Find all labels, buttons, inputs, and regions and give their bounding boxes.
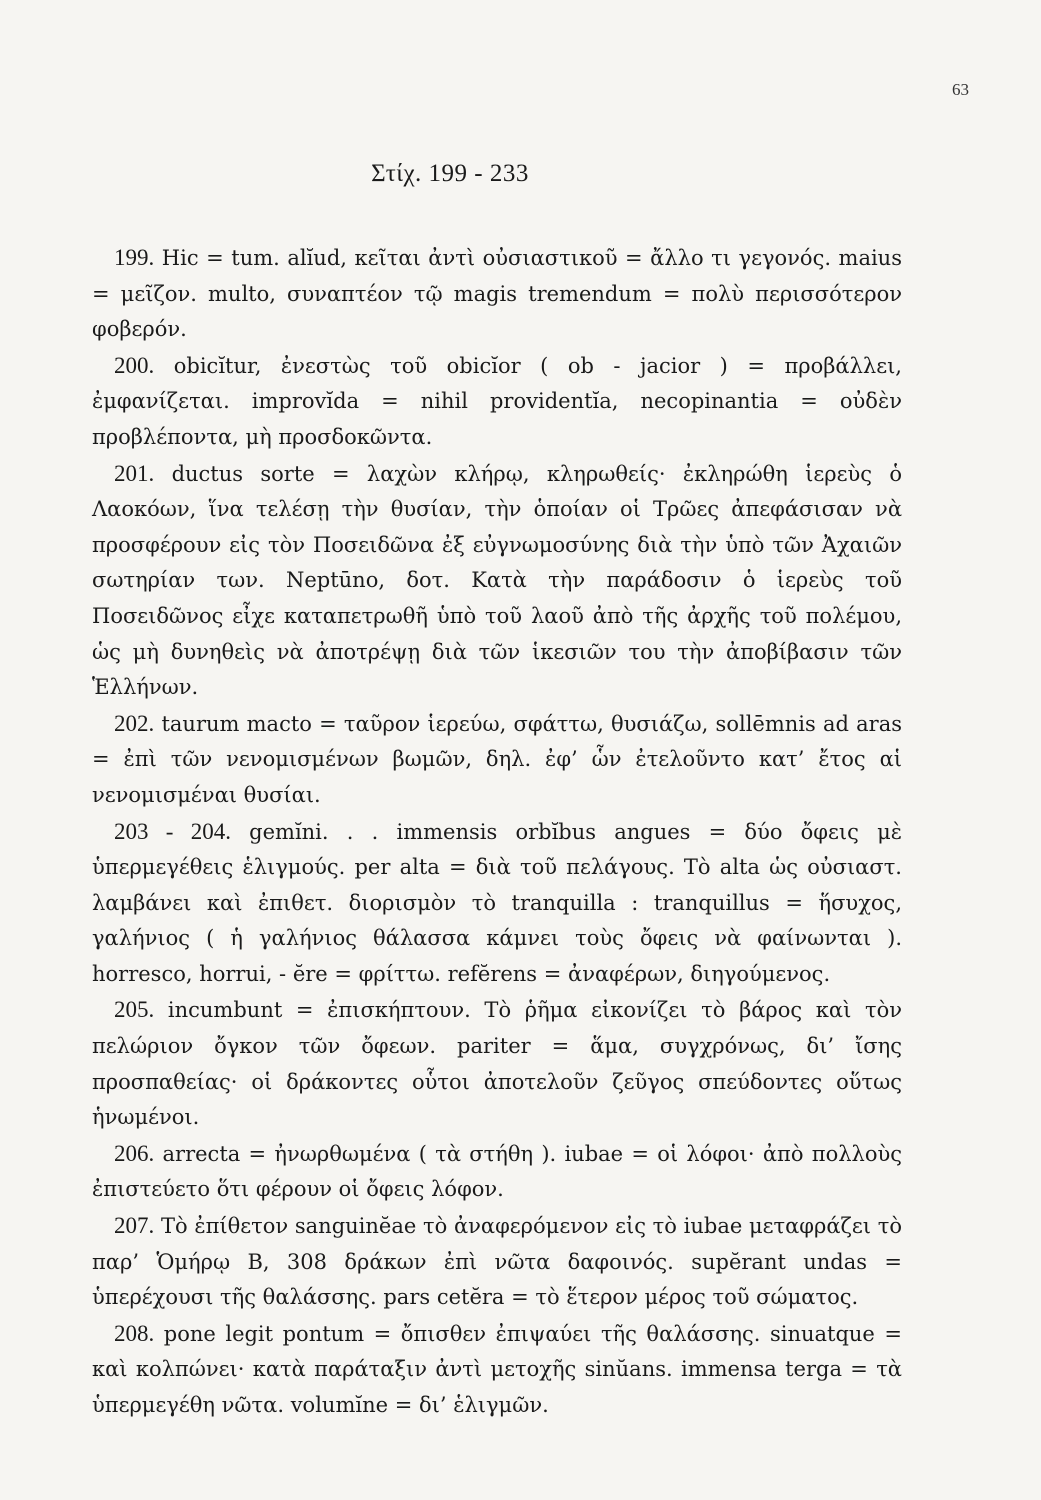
commentary-entry — [92, 814, 902, 993]
entry-text: arrecta = ἠνωρθωμένα ( τὰ στήθη ). iubae = οἱ λόφοι· ἀπὸ πολλοὺς ἐπιστεύετο ὅτι φέρουν οἱ ὄφεις λόφον. — [92, 1141, 902, 1202]
entry-text: gemĭni. . . immensis orbĭbus angues = δύο ὄφεις μὲ ὑπερμεγέθεις ἑλιγμούς. per alta = διὰ τοῦ πελάγους. Τὸ alta ὡς οὐσιαστ. λαμβάνει καὶ ἐπιθετ. διορισμὸν τὸ tranquilla : tranquillus = ἥσυχος, γαλήνιος ( ἡ γαλήνιος θάλασσα κάμνει τοὺς ὄφεις νὰ φαίνωνται ). horresco, horrui, - ĕre = φρίττω. refĕrens = ἀναφέρων, διηγούμενος. — [92, 819, 902, 986]
commentary-entry — [92, 1136, 902, 1208]
commentary-entry — [92, 1208, 902, 1316]
commentary-entry — [92, 456, 902, 706]
commentary-entry — [92, 348, 902, 456]
entry-text: pone legit pontum = ὄπισθεν ἐπιψαύει τῆς θαλάσσης. sinuatque = καὶ κολπώνει· κατὰ παράταξιν ἀντὶ μετοχῆς sinŭans. immensa terga = τὰ ὑπερμεγέθη νῶτα. volumĭne = δι’ ἑλιγμῶν. — [92, 1321, 902, 1417]
commentary-entry — [92, 240, 902, 348]
page-number: 63 — [952, 80, 969, 99]
entry-text: Hic = tum. alĭud, κεῖται ἀντὶ οὐσιαστικοῦ = ἄλλο τι γεγονός. maius = μεῖζον. multo, συναπτέον τῷ magis tremendum = πολὺ περισσότερον φοβερόν. — [92, 246, 902, 342]
commentary-entry — [92, 992, 902, 1135]
entry-text: obicĭtur, ἐνεστὼς τοῦ obicĭor ( ob - jacior ) = προβάλλει, ἐμφανίζεται. improvĭda = nihil providentĭa, necopinantia = οὐδὲν προβλέποντα, μὴ προσδοκῶντα. — [92, 353, 902, 449]
line-number: 199. — [114, 245, 155, 270]
line-number: 206. — [114, 1140, 155, 1166]
commentary-entry — [92, 1316, 902, 1424]
line-number: 207. — [114, 1213, 155, 1239]
section-heading: Στίχ. 199 - 233 — [371, 160, 529, 187]
entry-text: taurum macto = ταῦρον ἱερεύω, σφάττω, θυσιάζω, sollēmnis ad aras = ἐπὶ τῶν νενομισμένων βωμῶν, δηλ. ἐφ’ ὧν ἐτελοῦντο κατ’ ἔτος αἱ νενομισμέναι θυσίαι. — [92, 711, 902, 807]
line-number: 205. — [114, 997, 155, 1023]
commentary-body — [92, 240, 902, 1424]
line-number: 208. — [114, 1320, 155, 1346]
entry-text: Τὸ ἐπίθετον sanguinĕae τὸ ἀναφερόμενον εἰς τὸ iubae μεταφράζει τὸ παρ’ Ὁμήρῳ Β, 308 δράκων ἐπὶ νῶτα δαφοινός. supĕrant undas = ὑπερέχουσι τῆς θαλάσσης. pars cetĕra = τὸ ἕτερον μέρος τοῦ σώματος. — [92, 1214, 902, 1310]
entry-text: ductus sorte = λαχὼν κλήρῳ, κληρωθείς· ἐκληρώθη ἱερεὺς ὁ Λαοκόων, ἵνα τελέσῃ τὴν θυσίαν, τὴν ὁποίαν οἱ Τρῶες ἀπεφάσισαν νὰ προσφέρουν εἰς τὸν Ποσειδῶνα ἐξ εὐγνωμοσύνης διὰ τὴν ὑπὸ τῶν Ἀχαιῶν σωτηρίαν των. Neptūno, δοτ. Κατὰ τὴν παράδοσιν ὁ ἱερεὺς τοῦ Ποσειδῶνος εἶχε καταπετρωθῆ ὑπὸ τοῦ λαοῦ ἀπὸ τῆς ἀρχῆς τοῦ πολέμου, ὡς μὴ δυνηθεὶς νὰ ἀποτρέψῃ διὰ τῶν ἱκεσιῶν του τὴν ἀποβίβασιν τῶν Ἑλλήνων. — [92, 461, 902, 700]
entry-text: incumbunt = ἐπισκήπτουν. Τὸ ῥῆμα εἰκονίζει τὸ βάρος καὶ τὸν πελώριον ὄγκον τῶν ὄφεων. pariter = ἅμα, συγχρόνως, δι’ ἴσης προσπαθείας· οἱ δράκοντες οὗτοι ἀποτελοῦν ζεῦγος σπεύδοντες οὕτως ἡνωμένοι. — [92, 998, 902, 1130]
line-number: 203 - 204. — [114, 818, 231, 844]
line-number: 200. — [114, 352, 155, 378]
line-number: 202. — [114, 710, 155, 736]
line-number: 201. — [114, 460, 155, 486]
commentary-entry — [92, 706, 902, 814]
